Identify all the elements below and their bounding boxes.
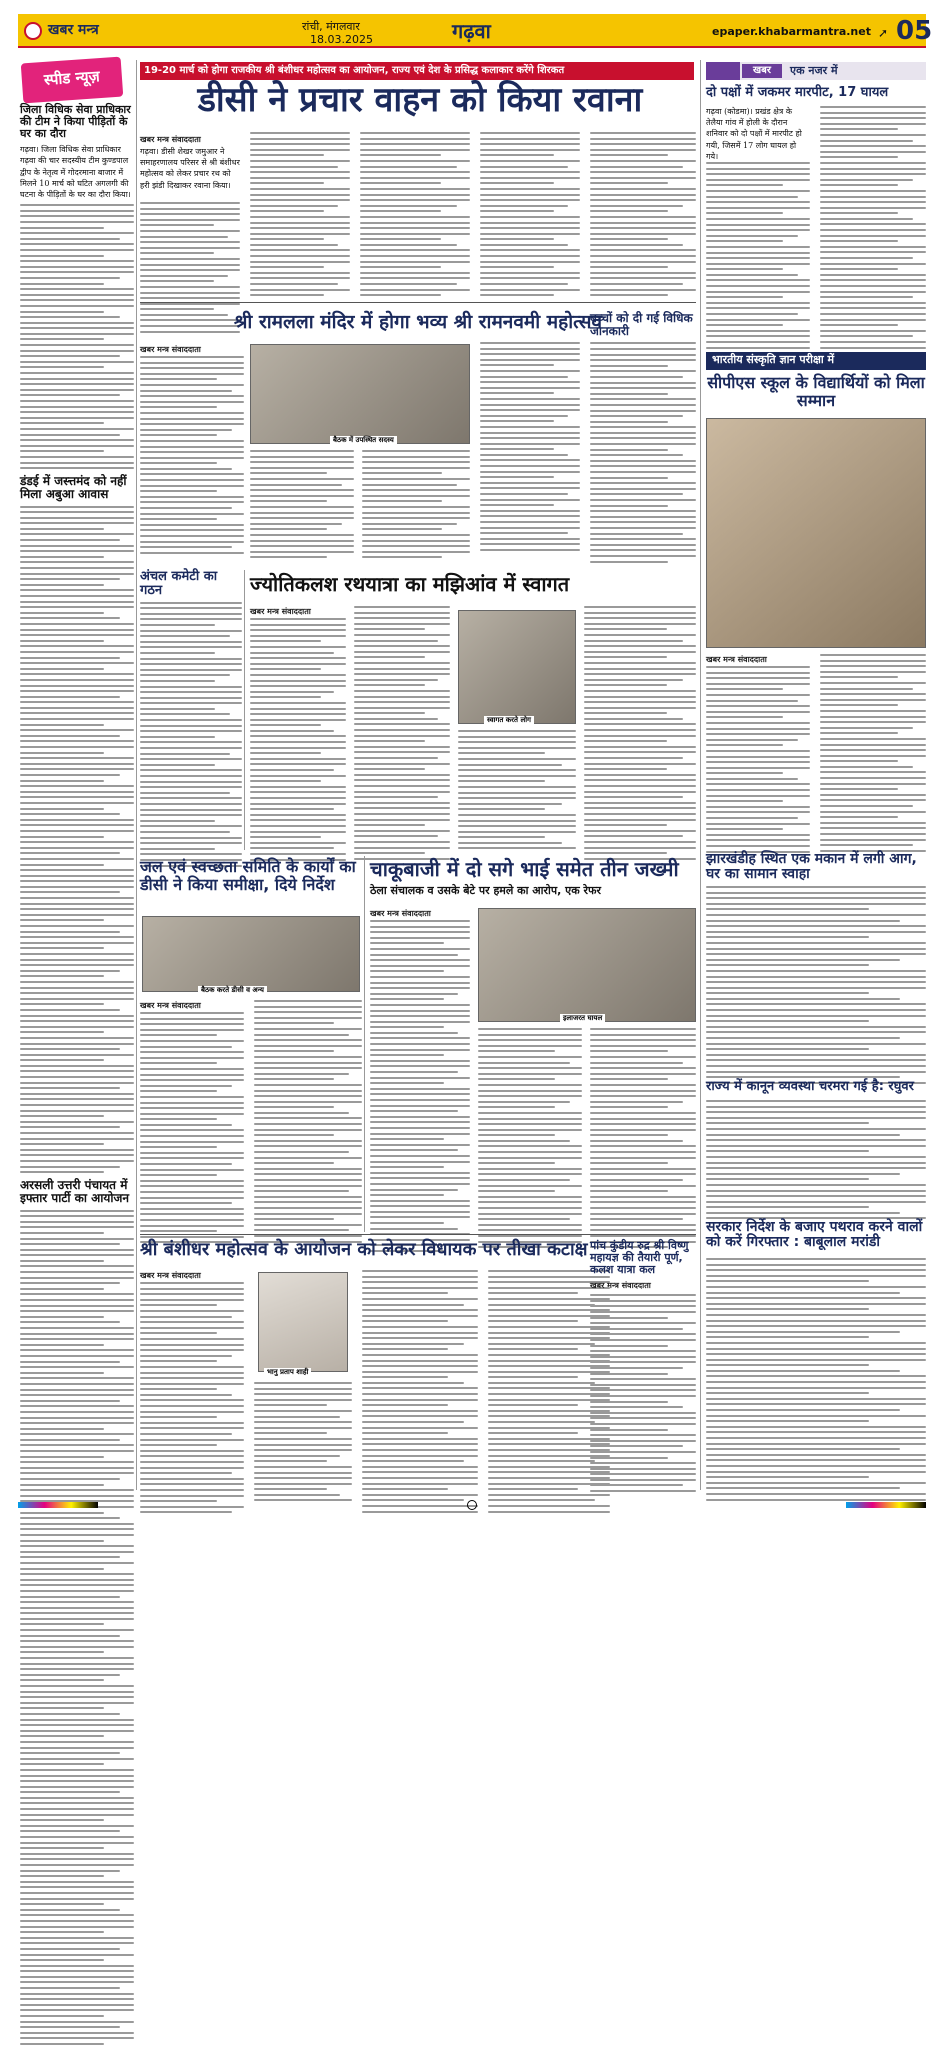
mla-body: खबर मन्त्र संवाददाता भानु प्रताप शाही [140,1270,610,1490]
brand-logo-icon [24,22,42,40]
culture-kicker: भारतीय संस्कृति ज्ञान परीक्षा में [706,352,926,370]
body-text-lines [480,132,580,296]
body-text-lines [478,1028,582,1248]
speed-story3-title: अरसली उत्तरी पंचायत में इफ्तार पार्टी का आयोजन [20,1178,130,1206]
culture-headline: सीपीएस स्कूल के विद्यार्थियों को मिला सम्मान [707,373,925,410]
speed-story2-title: डंडई में जस्त्तमंद को नहीं मिला अबुआ आवास [20,474,127,502]
cursor-icon: ➚ [878,26,889,40]
mla-headline: श्री बंशीधर महोत्सव के आयोजन को लेकर विधायक पर तीखा कटाक्ष [140,1239,588,1260]
body-text-lines [590,132,696,296]
stabbing-body: खबर मन्त्र संवाददाता इलाजरत घायल [370,904,696,1230]
body-text-lines [706,666,810,853]
jyotikalash-photo-caption: स्वागत करते लोग [484,716,534,725]
water-headline: जल एवं स्वच्छता समिति के कार्यों का डीसी ने किया समीक्षा, दिये निर्देश [140,857,356,894]
epaper-url[interactable]: epaper.khabarmantra.net [712,25,871,38]
fire-body [706,886,926,1076]
mla-photo [258,1272,348,1372]
body-text-lines [250,618,346,861]
jyotikalash-headline: ज्योतिकलश रथयात्रा का मझिआंव में स्वागत [250,572,570,596]
law-order-body [706,1100,926,1212]
speed-story1-lead: गढ़वा। जिला विधिक सेवा प्राधिकार गढ़वा की चार सदस्यीय टीम कुण्डपाल द्वीप के नेतृत्व में गोदरमाना बाजार में मिलने 10 मार्च को घटित अगलगी की घटना के पीड़ितों के घर का दौरा किया। [20,145,131,200]
lead-story-body: खबर मन्त्र संवाददाता गढ़वा। डीसी शेखर जमुआर ने समाहरणालय परिसर से श्री बंशीधर महोत्सव को लेकर प्रचार रथ को हरी झंडी दिखाकर रवाना किया। [140,132,696,300]
water-photo [142,916,360,992]
body-text-lines [584,606,696,860]
body-text-lines [706,162,810,360]
speed-news-badge: स्पीड न्यूज़ [21,57,124,104]
body-text-lines [706,1258,926,1501]
masthead-city: रांची, मंगलवार [302,20,360,33]
body-text-lines [250,450,354,558]
speed-news-column [20,104,134,1494]
mla-photo-caption: भानु प्रताप शाही [264,1368,311,1377]
vishnu-yagya: पांच कुंडीय रुद्र श्री विष्णु महायज्ञ की तैयारी पूर्ण, कलश यात्रा कल खबर मन्त्र संवाददाता [590,1240,696,1490]
stabbing-subhead: ठेला संचालक व उसके बेटे पर हमले का आरोप, एक रेफर [370,884,601,897]
culture-photo [706,418,926,648]
ramnavami-photo-caption: बैठक में उपस्थित सदस्य [330,436,397,445]
body-text-lines [20,204,134,469]
body-text-lines [458,730,576,849]
body-text-lines [360,132,470,296]
lead-headline: डीसी ने प्रचार वाहन को किया रवाना [197,80,643,120]
body-text-lines [590,1294,696,1492]
body-text-lines [820,106,926,360]
stabbing-headline: चाकूबाजी में दो सगे भाई समेत तीन जख्मी [370,857,679,881]
body-text-lines [254,1382,352,1501]
body-text-lines [706,886,926,1084]
page-number: 05 [896,16,933,46]
jyotikalash-photo [458,610,576,724]
children-box: बच्चों को दी गई विधिक जानकारी [590,312,696,556]
body-text-lines [706,1100,926,1219]
body-text-lines [820,654,926,852]
babulal-headline: सरकार निर्देश के बजाए पथराव करने वालों को करें गिरफ्तार : बाबूलाल मरांडी [706,1219,923,1251]
ek-nazar-headline: दो पक्षों में जकमर मारपीट, 17 घायल [706,85,889,100]
ek-nazar-header: खबर एक नजर में [706,62,926,80]
body-text-lines [140,356,244,554]
body-text-lines [140,1282,244,1513]
masthead-date: 18.03.2025 [310,33,373,46]
body-text-lines [20,1210,134,2045]
ek-nazar-body: गढ़वा (कोडमा)। प्रखंड क्षेत्र के तेलैया गांव में होली के दौरान शनिवार को दो पक्षों में मारपीट हो गयी, जिसमें 17 लोग घायल हो गये। [706,106,926,346]
anchal-committee: अंचल कमेटी का गठन [140,570,242,850]
stabbing-photo-caption: इलाजरत घायल [560,1014,605,1023]
body-text-lines [362,450,470,558]
water-body: खबर मन्त्र संवाददाता [140,1000,362,1230]
culture-body: खबर मन्त्र संवाददाता [706,654,926,846]
body-text-lines [590,342,696,562]
page-district: गढ़वा [452,19,491,43]
body-text-lines [250,132,350,296]
body-text-lines [362,1270,478,1513]
babulal-body [706,1258,926,1490]
brand-name: खबर मन्त्र [48,22,99,38]
ek-nazar-flag-icon [706,62,740,80]
top-banner: 19-20 मार्च को होगा राजकीय श्री बंशीधर महोत्सव का आयोजन, राज्य एवं देश के प्रसिद्ध कलाकार करेंगे शिरकत [140,62,694,80]
ramnavami-body: खबर मन्त्र संवाददाता बैठक में उपस्थित सदस्य [140,342,696,556]
jyotikalash-body: खबर मन्त्र संवाददाता स्वागत करते लोग [250,606,696,850]
body-text-lines [254,1000,362,1243]
stabbing-photo [478,908,696,1022]
ramnavami-headline: श्री रामलला मंदिर में होगा भव्य श्री रामनवमी महोत्सव [233,311,603,333]
water-photo-caption: बैठक करते डीसी व अन्य [198,986,267,995]
fire-headline: झारखंडीह स्थित एक मकान में लगी आग, घर का सामान स्वाहा [706,851,917,883]
body-text-lines [354,606,450,860]
body-text-lines [590,1028,696,1248]
body-text-lines [140,602,242,867]
ramnavami-photo [250,344,470,444]
body-text-lines [370,920,470,1252]
body-text-lines [20,506,134,1174]
speed-story1-title: जिला विधिक सेवा प्राधिकार की टीम ने किया पीड़ितों के घर का दौरा [20,103,131,141]
registration-mark-icon [467,1500,477,1510]
footer-color-bar [18,1500,926,1510]
law-order-headline: राज्य में कानून व्यवस्था चरमरा गई है: रघुवर [706,1079,914,1094]
body-text-lines [480,342,580,551]
body-text-lines [140,1012,244,1243]
masthead [18,14,933,48]
